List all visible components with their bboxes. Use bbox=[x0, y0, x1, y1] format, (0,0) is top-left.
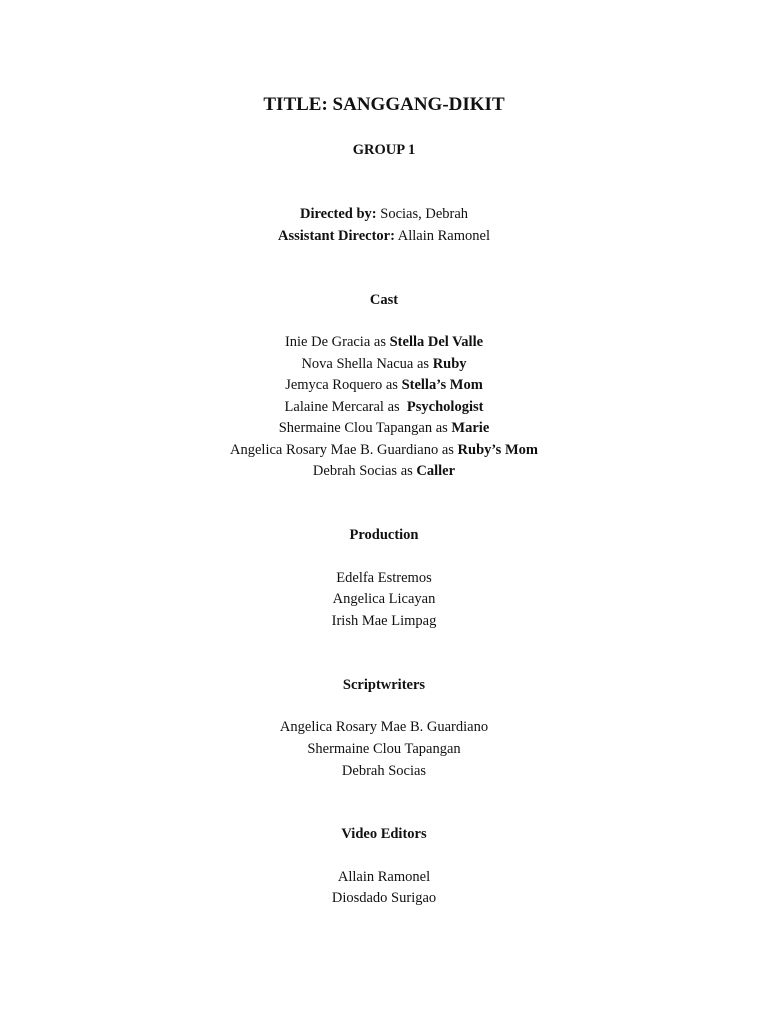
cast-role: Marie bbox=[451, 420, 490, 436]
cast-actor: Inie De Gracia as bbox=[284, 334, 390, 350]
cast-role: Ruby bbox=[432, 356, 467, 372]
video-editors-heading: Video Editors bbox=[341, 826, 427, 842]
video-editor-name: Diosdado Surigao bbox=[331, 890, 437, 906]
scriptwriters-heading: Scriptwriters bbox=[342, 677, 426, 693]
cast-role: Psychologist bbox=[406, 399, 484, 415]
cast-entry bbox=[0, 418, 768, 438]
cast-entry bbox=[0, 375, 768, 395]
cast-entry bbox=[0, 354, 768, 374]
cast-actor: Lalaine Mercaral as bbox=[284, 399, 407, 415]
cast-role: Ruby’s Mom bbox=[457, 442, 538, 458]
production-heading: Production bbox=[349, 527, 419, 543]
assistant-director-label: Assistant Director: bbox=[278, 228, 395, 244]
scriptwriter-name: Angelica Rosary Mae B. Guardiano bbox=[279, 719, 489, 735]
assistant-director-value: Allain Ramonel bbox=[394, 228, 490, 244]
scriptwriter-name: Shermaine Clou Tapangan bbox=[307, 741, 461, 757]
production-name: Angelica Licayan bbox=[332, 591, 436, 607]
cast-role: Caller bbox=[416, 463, 456, 479]
cast-entry bbox=[0, 397, 768, 417]
directed-by-value: Socias, Debrah bbox=[376, 206, 469, 222]
cast-entry bbox=[0, 461, 768, 481]
cast-actor: Angelica Rosary Mae B. Guardiano as bbox=[230, 442, 458, 458]
cast-actor: Shermaine Clou Tapangan as bbox=[278, 420, 452, 436]
cast-actor: Nova Shella Nacua as bbox=[301, 356, 433, 372]
cast-entry bbox=[0, 440, 768, 460]
document-title: TITLE: SANGGANG-DIKIT bbox=[263, 94, 505, 115]
scriptwriter-name: Debrah Socias bbox=[341, 763, 427, 779]
group-label: GROUP 1 bbox=[352, 142, 416, 158]
video-editor-name: Allain Ramonel bbox=[337, 869, 431, 885]
cast-role: Stella Del Valle bbox=[389, 334, 484, 350]
directed-by-label: Directed by: bbox=[299, 206, 377, 222]
cast-heading: Cast bbox=[369, 292, 399, 308]
directed-by-line bbox=[0, 204, 768, 224]
cast-role: Stella’s Mom bbox=[401, 377, 483, 393]
cast-actor: Debrah Socias as bbox=[312, 463, 417, 479]
assistant-director-line bbox=[0, 226, 768, 246]
cast-entry bbox=[0, 332, 768, 352]
cast-actor: Jemyca Roquero as bbox=[285, 377, 402, 393]
production-name: Irish Mae Limpag bbox=[331, 613, 437, 629]
production-name: Edelfa Estremos bbox=[336, 570, 432, 586]
